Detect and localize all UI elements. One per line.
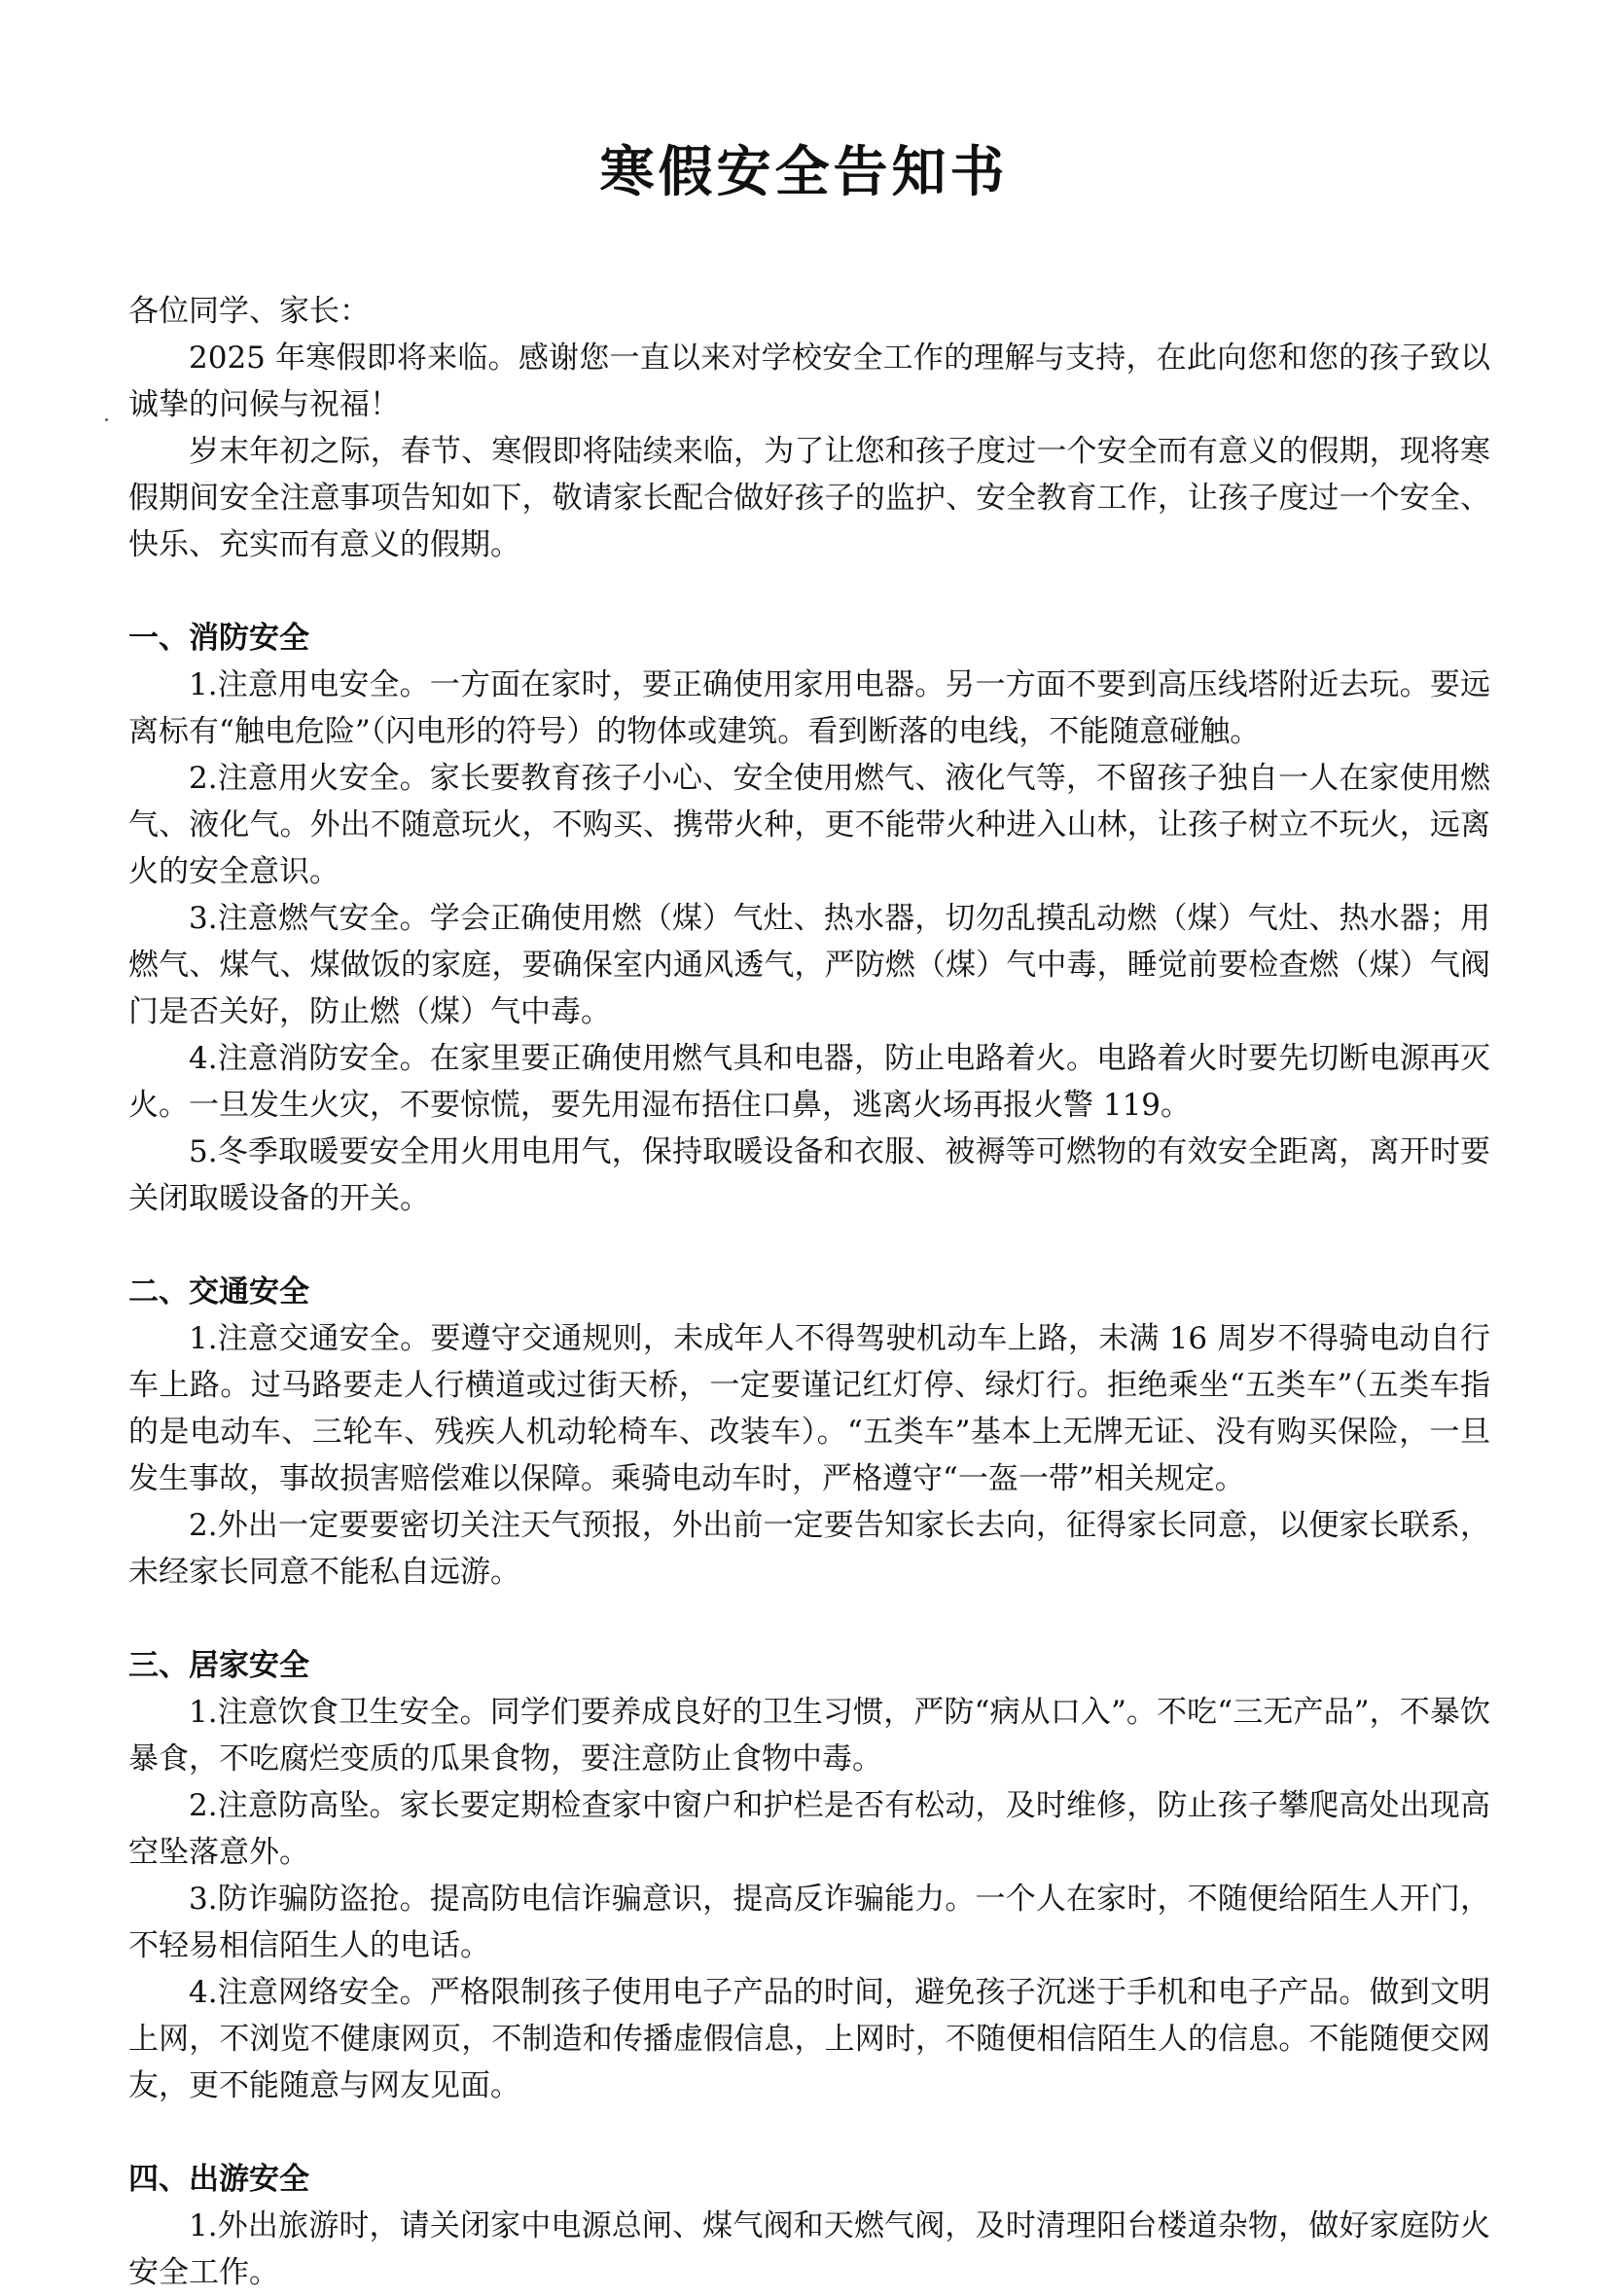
section-item: 4.注意网络安全。严格限制孩子使用电子产品的时间，避免孩子沉迷于手机和电子产品。做到文明上网，不浏览不健康网页，不制造和传播虚假信息，上网时，不随便相信陌生人的信息。不能随便交网友，更不能随意与网友见面。 bbox=[128, 1975, 1490, 2103]
section-heading-fire: 一、消防安全 bbox=[128, 621, 309, 656]
section-item: 2.注意防高坠。家长要定期检查家中窗户和护栏是否有松动，及时维修，防止孩子攀爬高处出现高空坠落意外。 bbox=[128, 1788, 1490, 1870]
section-heading-travel: 四、出游安全 bbox=[128, 2162, 309, 2197]
section-heading-home: 三、居家安全 bbox=[128, 1648, 309, 1683]
section-item: 1.注意交通安全。要遵守交通规则，未成年人不得驾驶机动车上路，未满 16 周岁不得骑电动自行车上路。过马路要走人行横道或过街天桥，一定要谨记红灯停、绿灯行。拒绝乘坐“五类车”（五类车指的是电动车、三轮车、残疾人机动轮椅车、改装车）。“五类车”基本上无牌无证、没有购买保险，一旦发生事故，事故损害赔偿难以保障。乘骑电动车时，严格遵守“一盔一带”相关规定。 bbox=[128, 1321, 1490, 1496]
section-item: 2.外出一定要要密切关注天气预报，外出前一定要告知家长去向，征得家长同意，以便家长联系，未经家长同意不能私自远游。 bbox=[128, 1508, 1490, 1590]
section-item: 3.注意燃气安全。学会正确使用燃（煤）气灶、热水器，切勿乱摸乱动燃（煤）气灶、热水器；用燃气、煤气、煤做饭的家庭，要确保室内通风透气，严防燃（煤）气中毒，睡觉前要检查燃（煤）气阀门是否关好，防止燃（煤）气中毒。 bbox=[128, 901, 1490, 1029]
document-title: 寒假安全告知书 bbox=[599, 141, 1009, 204]
section-item: 4.注意消防安全。在家里要正确使用燃气具和电器，防止电路着火。电路着火时要先切断电源再灭火。一旦发生火灾，不要惊慌，要先用湿布捂住口鼻，逃离火场再报火警 119。 bbox=[128, 1041, 1490, 1123]
greeting: 各位同学、家长： bbox=[128, 294, 370, 329]
intro-paragraph: 岁末年初之际，春节、寒假即将陆续来临，为了让您和孩子度过一个安全而有意义的假期，现将寒假期间安全注意事项告知如下，敬请家长配合做好孩子的监护、安全教育工作，让孩子度过一个安全、快乐、充实而有意义的假期。 bbox=[128, 434, 1490, 562]
section-item: 2.注意用火安全。家长要教育孩子小心、安全使用燃气、液化气等，不留孩子独自一人在家使用燃气、液化气。外出不随意玩火，不购买、携带火种，更不能带火种进入山林，让孩子树立不玩火，远离火的安全意识。 bbox=[128, 761, 1490, 889]
section-item: 1.注意饮食卫生安全。同学们要养成良好的卫生习惯，严防“病从口入”。不吃“三无产品”，不暴饮暴食，不吃腐烂变质的瓜果食物，要注意防止食物中毒。 bbox=[128, 1695, 1490, 1776]
scan-speck bbox=[105, 418, 108, 421]
section-heading-traffic: 二、交通安全 bbox=[128, 1274, 309, 1309]
document-body bbox=[128, 288, 1490, 2296]
section-item: 3.防诈骗防盗抢。提高防电信诈骗意识，提高反诈骗能力。一个人在家时，不随便给陌生人开门，不轻易相信陌生人的电话。 bbox=[128, 1882, 1490, 1963]
section-item: 5.冬季取暖要安全用火用电用气，保持取暖设备和衣服、被褥等可燃物的有效安全距离，离开时要关闭取暖设备的开关。 bbox=[128, 1134, 1490, 1216]
section-item: 1.注意用电安全。一方面在家时，要正确使用家用电器。另一方面不要到高压线塔附近去玩。要远离标有“触电危险”（闪电形的符号）的物体或建筑。看到断落的电线，不能随意碰触。 bbox=[128, 667, 1490, 749]
intro-paragraph: 2025 年寒假即将来临。感谢您一直以来对学校安全工作的理解与支持，在此向您和您的孩子致以诚挚的问候与祝福！ bbox=[128, 341, 1490, 422]
section-item: 1.外出旅游时，请关闭家中电源总闸、煤气阀和天燃气阀，及时清理阳台楼道杂物，做好家庭防火安全工作。 bbox=[128, 2208, 1490, 2290]
